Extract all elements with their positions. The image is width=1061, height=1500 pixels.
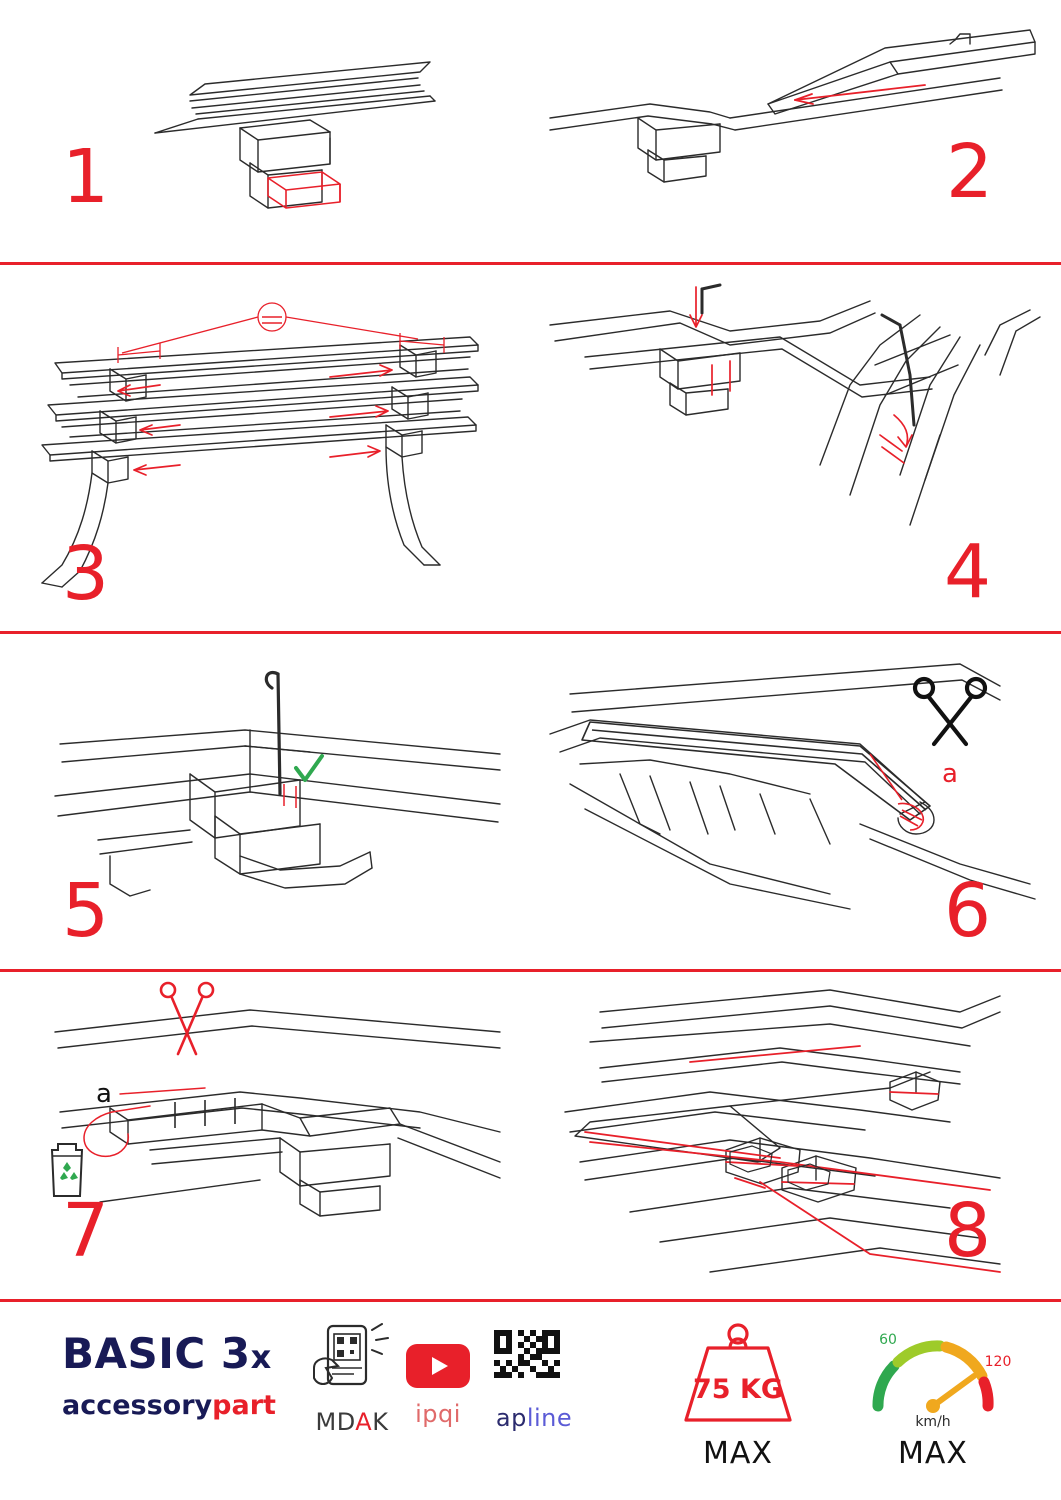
step-number-3: 3 — [62, 531, 110, 617]
logo-apline-caption-last: line — [526, 1404, 573, 1432]
label-a-step6: a — [942, 759, 958, 789]
speed-unit: km/h — [915, 1414, 951, 1430]
logo-mdak-caption-mark: A — [355, 1408, 373, 1436]
step-panel-3 — [0, 265, 530, 631]
step-number-1: 1 — [62, 134, 110, 220]
step-number-2: 2 — [946, 129, 994, 215]
check-mark-icon — [296, 756, 322, 780]
logo-mdak — [292, 1322, 412, 1436]
logo-ipqi[interactable] — [396, 1334, 480, 1428]
step-panel-4 — [530, 265, 1061, 631]
step-number-8: 8 — [944, 1188, 992, 1274]
qr-code-icon[interactable] — [472, 1324, 596, 1396]
step-panel-8 — [530, 972, 1061, 1299]
step-panel-2 — [530, 0, 1061, 262]
max-load-block — [648, 1314, 828, 1471]
max-speed-label: MAX — [898, 1436, 968, 1471]
speed-tick-60: 60 — [879, 1332, 897, 1348]
max-load-value: 75 KG — [692, 1374, 784, 1405]
max-speed-block — [848, 1314, 1018, 1471]
speedometer-icon — [848, 1314, 1018, 1432]
max-load-label: MAX — [703, 1436, 773, 1471]
step-number-7: 7 — [62, 1188, 110, 1274]
scissors-red-icon — [161, 983, 213, 1054]
qr-scan-phone-icon — [292, 1322, 412, 1400]
step-panel-1 — [0, 0, 530, 262]
speed-tick-120: 120 — [984, 1354, 1012, 1370]
step-panel-7 — [0, 972, 530, 1299]
brand-title-suffix: x — [250, 1338, 272, 1376]
brand-subtitle-second: part — [212, 1390, 276, 1421]
logo-ipqi-caption: ipqi — [415, 1400, 461, 1428]
brand-subtitle — [62, 1391, 282, 1421]
brand-lockup — [62, 1330, 282, 1421]
step-number-6: 6 — [944, 868, 992, 954]
label-a-step7: a — [96, 1079, 112, 1109]
step-panel-6 — [530, 634, 1061, 969]
logo-apline-caption-first: ap — [495, 1404, 527, 1432]
logo-mdak-caption — [292, 1408, 412, 1436]
logo-apline-caption — [472, 1404, 596, 1432]
footer-brand-row — [0, 1302, 1061, 1500]
logo-apline[interactable] — [472, 1324, 596, 1432]
brand-title — [62, 1330, 282, 1381]
logo-mdak-caption-first: MD — [315, 1408, 356, 1436]
brand-title-main: BASIC 3 — [62, 1329, 251, 1378]
step-1-illustration — [0, 0, 530, 262]
logo-mdak-caption-last: K — [372, 1408, 389, 1436]
step-panel-5 — [0, 634, 530, 969]
step-number-5: 5 — [62, 868, 110, 954]
brand-subtitle-first: accessory — [62, 1390, 213, 1421]
scissors-icon — [915, 679, 985, 744]
step-number-4: 4 — [944, 529, 992, 615]
youtube-icon[interactable] — [396, 1334, 480, 1392]
weight-icon — [648, 1314, 828, 1432]
